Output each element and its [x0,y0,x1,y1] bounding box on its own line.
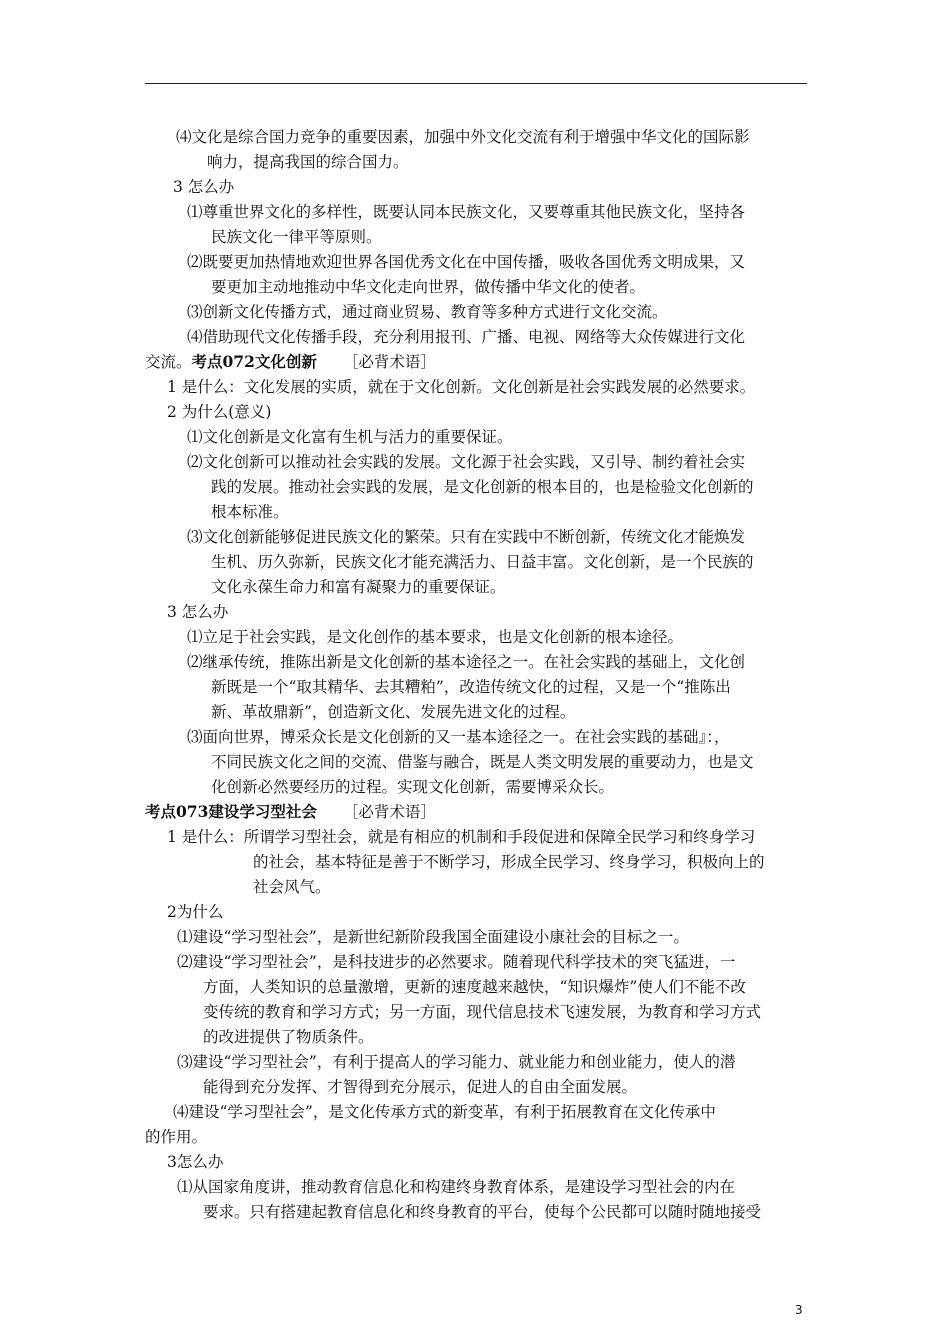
text-line: 3 怎么办 [173,178,235,196]
text-line: ⑷文化是综合国力竞争的重要因素，加强中外文化交流有利于增强中华文化的国际影 [176,128,750,146]
text-line: ⑴建设“学习型社会”，是新世纪新阶段我国全面建设小康社会的目标之一。 [177,928,689,946]
text-line: ⑷建设“学习型社会”，是文化传承方式的新变革，有利于拓展教育在文化传承中 [173,1103,716,1121]
text-line: ⑵既要更加热情地欢迎世界各国优秀文化在中国传播，吸收各国优秀文明成果，又 [187,253,746,271]
text-line: ⑶面向世界，博采众长是文化创新的又一基本途径之一。在社会实践的基础』：， [187,728,730,746]
text-line: 2为什么 [167,903,224,921]
section-heading: 考点072文化创新 [191,352,317,371]
text-line: 不同民族文化之间的交流、借鉴与融合，既是人类文明发展的重要动力，也是文 [211,753,754,771]
text-line: 能得到充分发挥、才智得到充分展示，促进人的自由全面发展。 [203,1078,638,1096]
text-line: 3怎么办 [167,1153,224,1171]
text-line: 响力，提高我国的综合国力。 [207,153,409,171]
text-line: ⑵继承传统，推陈出新是文化创新的基本途径之一。在社会实践的基础上，文化创 [187,653,746,671]
text-line: 1 是什么：所谓学习型社会，就是有相应的机制和手段促进和保障全民学习和终身学习 [167,828,756,846]
text-line: 社会风气。 [253,878,331,896]
text-span: 交流。 [145,353,192,371]
text-line: 新既是一个“取其精华、去其糟粕”，改造传统文化的过程，又是一个“推陈出 [211,678,731,696]
text-line: 文化永葆生命力和富有凝聚力的重要保证。 [211,578,506,596]
text-line: 践的发展。推动社会实践的发展，是文化创新的根本目的，也是检验文化创新的 [211,478,754,496]
text-line: ⑶创新文化传播方式，通过商业贸易、教育等多种方式进行文化交流。 [187,303,668,321]
text-line: ⑵建设“学习型社会”，是科技进步的必然要求。随着现代科学技术的突飞猛进，一 [177,953,736,971]
page-number: 3 [795,1303,803,1317]
text-line: ⑶文化创新能够促进民族文化的繁荣。只有在实践中不断创新，传统文化才能焕发 [187,528,746,546]
text-line: 3 怎么办 [167,603,229,621]
text-line: 民族文化一律平等原则。 [211,228,382,246]
text-line: ⑷借助现代文化传播手段，充分利用报刊、广播、电视、网络等大众传媒进行文化 [187,328,746,346]
text-line: 要更加主动地推动中华文化走向世界，做传播中华文化的使者。 [211,278,646,296]
text-line: 化创新必然要经历的过程。实现文化创新，需要博采众长。 [211,778,615,796]
text-line [145,802,436,822]
text-line: 1 是什么：文化发展的实质，就在于文化创新。文化创新是社会实践发展的必然要求。 [167,378,756,396]
text-line: 生机、历久弥新，民族文化才能充满活力、日益丰富。文化创新，是一个民族的 [211,553,754,571]
header-rule [145,83,807,84]
text-line: 新、革故鼎新”，创造新文化、发展先进文化的过程。 [211,703,576,721]
section-tag: ［必背术语］ [342,353,436,371]
text-line: 根本标准。 [211,503,289,521]
text-line [145,352,436,372]
text-line: ⑴文化创新是文化富有生机与活力的重要保证。 [187,428,513,446]
section-tag: ［必背术语］ [342,803,436,821]
text-line: ⑴尊重世界文化的多样性，既要认同本民族文化，又要尊重其他民族文化，坚持各 [187,203,746,221]
text-line: ⑴从国家角度讲，推动教育信息化和构建终身教育体系，是建设学习型社会的内在 [177,1178,736,1196]
text-line: 要求。只有搭建起教育信息化和终身教育的平台，使每个公民都可以随时随地接受 [203,1203,762,1221]
text-line: 变传统的教育和学习方式；另一方面，现代信息技术飞速发展，为教育和学习方式 [203,1003,762,1021]
text-line: 的改进提供了物质条件。 [203,1028,374,1046]
text-line: ⑵文化创新可以推动社会实践的发展。文化源于社会实践，又引导、制约着社会实 [187,453,746,471]
text-line: ⑴立足于社会实践，是文化创作的基本要求，也是文化创新的根本途径。 [187,628,684,646]
text-line: 2 为什么(意义) [167,403,272,421]
text-line: ⑶建设“学习型社会”，有利于提高人的学习能力、就业能力和创业能力，使人的潜 [177,1053,736,1071]
section-heading: 考点073建设学习型社会 [145,802,317,821]
text-line: 的作用。 [145,1128,208,1146]
text-line: 的社会，基本特征是善于不断学习，形成全民学习、终身学习，积极向上的 [253,853,765,871]
text-line: 方面，人类知识的总量激增，更新的速度越来越快，“知识爆炸”使人们不能不改 [203,978,746,996]
